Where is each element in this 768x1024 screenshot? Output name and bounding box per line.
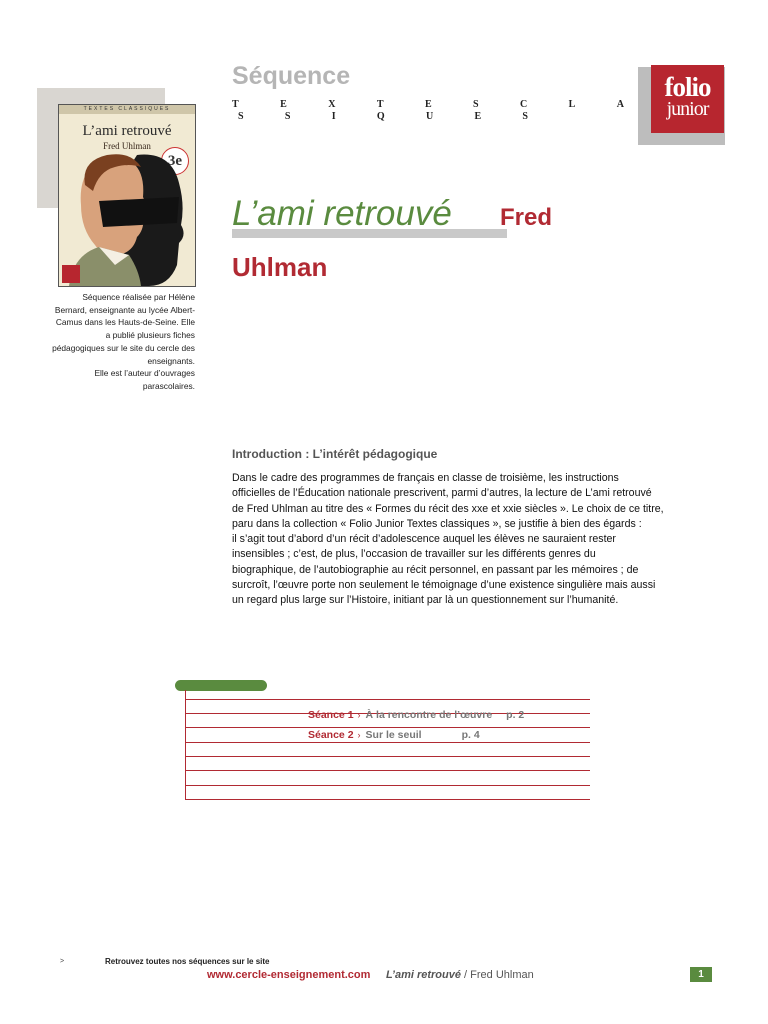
author-credit [52, 291, 195, 393]
toc-rule [185, 742, 590, 743]
logo-line2: junior [666, 98, 709, 120]
credit-text: Séquence réalisée par Hélène Bernard, enseignante au lycée Albert-Camus dans les Hauts-de-Seine. Elle a publié plusieurs fiches pédagogiques sur le site du cercle des enseignants. [52, 292, 195, 366]
letter: S [522, 111, 528, 122]
book-title: L’ami retrouvé [232, 194, 452, 233]
letter: S [284, 111, 291, 122]
credit-text-2: Elle est l’auteur d’ouvrages parascolaires. [94, 368, 195, 391]
intro-heading: Introduction : L’intérêt pédagogique [232, 447, 438, 461]
cover-folio-logo [62, 265, 80, 283]
toc-seance-title: Sur le seuil [365, 729, 422, 741]
intro-body [232, 471, 712, 609]
letter: L [568, 99, 576, 110]
letter: I [331, 111, 336, 122]
letter: S [473, 99, 479, 110]
toc-seance-label: Séance 2 [308, 729, 354, 741]
cover-illustration [59, 105, 195, 286]
toc-entry-seance-2[interactable] [308, 729, 480, 741]
footer-site-link[interactable]: www.cercle-enseignement.com [207, 969, 371, 981]
letter: E [474, 111, 482, 122]
toc-rule [185, 699, 590, 700]
letter: E [280, 99, 287, 110]
book-cover-image [58, 104, 196, 287]
letter: Q [376, 111, 385, 122]
toc-entry-seance-1[interactable] [308, 709, 524, 721]
cover-author: Fred Uhlman [103, 141, 151, 151]
cover-band: TEXTES CLASSIQUES [59, 105, 195, 114]
footer-note: Retrouvez toutes nos séquences sur le site [105, 957, 270, 966]
letter: C [520, 99, 528, 110]
author-first-name: Fred [500, 204, 553, 231]
toc-rule [185, 770, 590, 771]
letter: S [238, 111, 244, 122]
page-number: 1 [690, 967, 712, 982]
letter: X [328, 99, 336, 110]
toc-page: p. 2 [506, 709, 525, 721]
intro-line: Dans le cadre des programmes de français en classe de troisième, les instructions [232, 472, 619, 484]
letter: U [425, 111, 434, 122]
collection-letters-row2 [238, 111, 528, 122]
toc-rule [185, 727, 590, 728]
toc-margin-line [185, 690, 186, 800]
intro-line: surcroît, l’œuvre porte non seulement le témoignage d’une existence singulière mais aussi [232, 579, 656, 592]
toc-seance-label: Séance 1 [308, 709, 354, 721]
chevron-right-icon: › [357, 730, 361, 740]
letter: E [424, 99, 432, 110]
toc-rule [185, 799, 590, 800]
author-last-name: Uhlman [232, 252, 328, 282]
intro-line: paru dans la collection « Folio Junior Textes classiques », se justifie à bien des égards : [232, 517, 642, 530]
cover-title: L’ami retrouvé [82, 123, 172, 139]
chevron-right-icon: › [357, 710, 361, 720]
folio-junior-logo [651, 65, 724, 133]
footer-book-title: L’ami retrouvé [386, 969, 461, 981]
toc-rule [185, 756, 590, 757]
intro-line: biographique, de l’autobiographie au récit personnel, en passant par les mémoires ; de [232, 563, 639, 576]
sequence-label: Séquence [232, 62, 351, 90]
toc-seance-title: À la rencontre de l’œuvre [365, 709, 493, 721]
logo-line1: folio [664, 72, 711, 102]
letter: T [232, 99, 239, 110]
toc-tab-marker [175, 680, 267, 691]
letter: A [616, 99, 624, 110]
toc-rule [185, 785, 590, 786]
footer-book-author: / Fred Uhlman [461, 969, 534, 981]
intro-line: un regard plus large sur l’Histoire, initiant par là un questionnement sur l’humanité. [232, 594, 619, 607]
cover-level-badge: 3e [161, 147, 189, 175]
intro-line: de Fred Uhlman au titre des « Formes du récit des xxe et xxie siècles ». Le choix de ce titre, [232, 502, 664, 515]
intro-line: il s’agit tout d’abord d’un récit d’adolescence auquel les élèves ne sauraient rester [232, 533, 616, 546]
toc-page: p. 4 [461, 729, 480, 741]
intro-line: officielles de l’Éducation nationale prescrivent, parmi d’autres, la lecture de L’ami retrouvé [232, 487, 652, 500]
letter: T [376, 99, 384, 110]
collection-letters-row1 [232, 99, 624, 110]
intro-line: insensibles ; c’est, de plus, l’occasion de travailler sur les différents genres du [232, 548, 596, 561]
footer-book-ref [386, 969, 534, 981]
footer-arrow-icon: > [60, 958, 65, 965]
